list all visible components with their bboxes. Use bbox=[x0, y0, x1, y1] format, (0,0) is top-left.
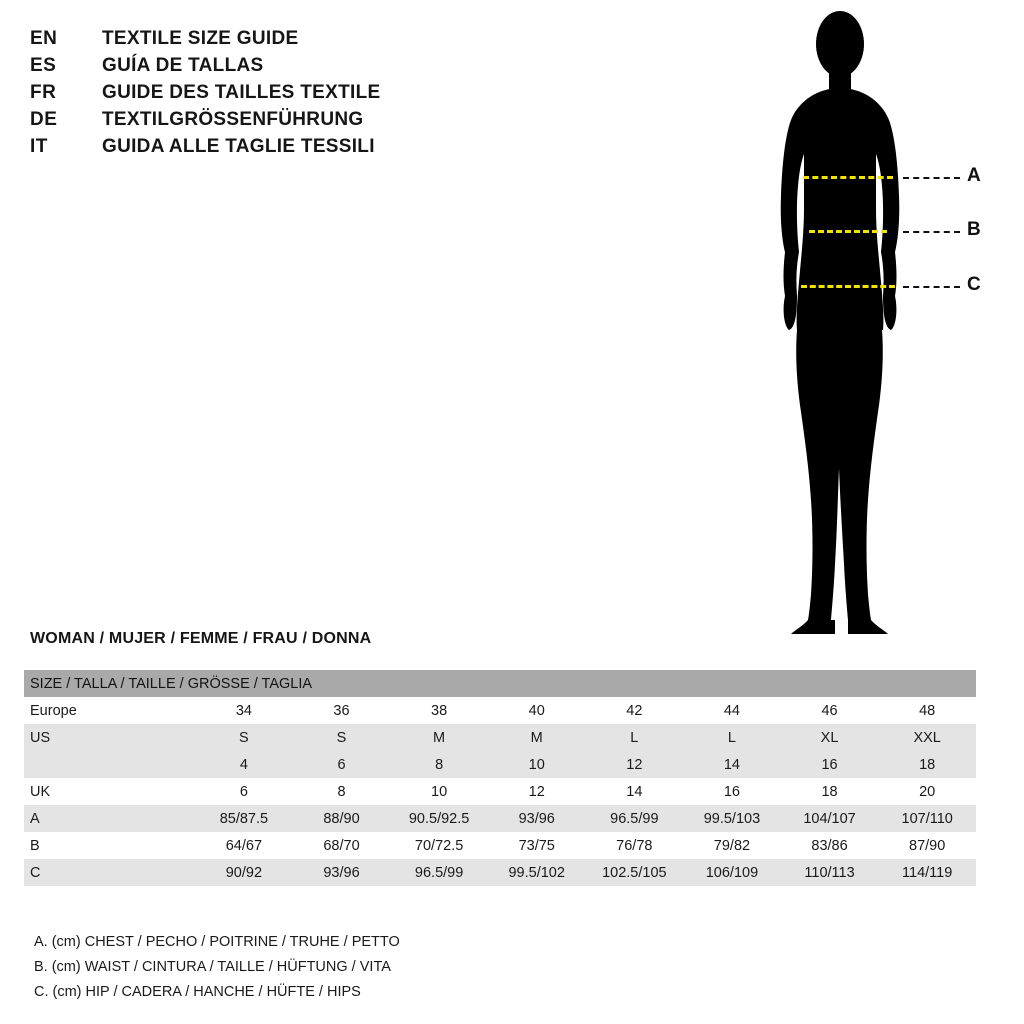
title-row-es bbox=[30, 55, 630, 82]
hip-leader-line bbox=[903, 286, 960, 288]
cell: 102.5/105 bbox=[602, 864, 667, 881]
title-text-fr: GUIDE DES TAILLES TEXTILE bbox=[102, 82, 381, 103]
table-header-row bbox=[24, 670, 976, 697]
cell: 73/75 bbox=[518, 837, 555, 854]
cell: 88/90 bbox=[323, 810, 360, 827]
cell: 18 bbox=[821, 783, 838, 800]
title-row-it bbox=[30, 136, 630, 163]
woman-silhouette-icon bbox=[735, 8, 1005, 638]
cell: 114/119 bbox=[902, 864, 953, 881]
cell: 110/113 bbox=[804, 864, 855, 881]
table-row bbox=[24, 724, 976, 751]
cell: 48 bbox=[919, 702, 936, 719]
table-header-label: SIZE / TALLA / TAILLE / GRÖSSE / TAGLIA bbox=[30, 675, 313, 692]
legend bbox=[34, 930, 734, 1005]
waist-measure-line bbox=[809, 230, 887, 233]
row-label-b: B bbox=[30, 837, 40, 854]
cell: 106/109 bbox=[705, 864, 759, 881]
cell: L bbox=[727, 729, 736, 746]
row-label-uk: UK bbox=[30, 783, 51, 800]
cell: 93/96 bbox=[323, 864, 360, 881]
cell: S bbox=[336, 729, 347, 746]
title-lang-de: DE bbox=[30, 109, 58, 130]
cell: 36 bbox=[333, 702, 350, 719]
cell: 16 bbox=[821, 756, 838, 773]
row-label-a: A bbox=[30, 810, 40, 827]
legend-line-b: B. (cm) WAIST / CINTURA / TAILLE / HÜFTUNG / VITA bbox=[34, 959, 391, 975]
cell: 85/87.5 bbox=[219, 810, 269, 827]
row-label-c: C bbox=[30, 864, 41, 881]
cell: 6 bbox=[337, 756, 346, 773]
title-text-it: GUIDA ALLE TAGLIE TESSILI bbox=[102, 136, 375, 157]
cell: 4 bbox=[239, 756, 248, 773]
cell: 107/110 bbox=[901, 810, 953, 827]
cell: 38 bbox=[431, 702, 448, 719]
measurement-figure bbox=[735, 8, 1005, 638]
cell: 83/86 bbox=[811, 837, 848, 854]
size-table-wrapper bbox=[24, 670, 976, 886]
title-row-en bbox=[30, 28, 630, 55]
section-heading-woman: WOMAN / MUJER / FEMME / FRAU / DONNA bbox=[30, 630, 372, 647]
cell: 20 bbox=[919, 783, 936, 800]
cell: 96.5/99 bbox=[610, 810, 659, 827]
title-text-es: GUÍA DE TALLAS bbox=[102, 55, 264, 76]
cell: 44 bbox=[723, 702, 740, 719]
cell: 93/96 bbox=[518, 810, 555, 827]
cell: 70/72.5 bbox=[414, 837, 464, 854]
cell: 10 bbox=[431, 783, 448, 800]
cell: 42 bbox=[626, 702, 643, 719]
title-row-de bbox=[30, 109, 630, 136]
cell: 76/78 bbox=[616, 837, 653, 854]
cell: XL bbox=[820, 729, 839, 746]
title-lang-fr: FR bbox=[30, 82, 57, 103]
cell: 96.5/99 bbox=[414, 864, 464, 881]
row-label-us: US bbox=[30, 729, 51, 746]
title-lang-en: EN bbox=[30, 28, 58, 49]
cell: 14 bbox=[626, 783, 643, 800]
title-text-de: TEXTILGRÖSSENFÜHRUNG bbox=[102, 109, 364, 130]
cell: 14 bbox=[723, 756, 740, 773]
legend-line-a: A. (cm) CHEST / PECHO / POITRINE / TRUHE / PETTO bbox=[34, 934, 400, 950]
cell: 12 bbox=[626, 756, 643, 773]
cell: 90.5/92.5 bbox=[408, 810, 470, 827]
cell: 6 bbox=[239, 783, 248, 800]
cell: 46 bbox=[821, 702, 838, 719]
row-label-europe: Europe bbox=[30, 702, 77, 719]
cell: 68/70 bbox=[323, 837, 360, 854]
table-row bbox=[24, 697, 976, 724]
cell: 99.5/102 bbox=[508, 864, 565, 881]
title-block bbox=[30, 28, 630, 163]
cell: 8 bbox=[435, 756, 444, 773]
chest-measure-line bbox=[803, 176, 893, 179]
cell: 10 bbox=[528, 756, 545, 773]
marker-label-b: B bbox=[967, 219, 981, 240]
cell: XXL bbox=[913, 729, 941, 746]
cell: 16 bbox=[723, 783, 740, 800]
table-row bbox=[24, 832, 976, 859]
cell: 90/92 bbox=[225, 864, 263, 881]
table-row bbox=[24, 778, 976, 805]
cell: 8 bbox=[337, 783, 346, 800]
title-row-fr bbox=[30, 82, 630, 109]
marker-label-a: A bbox=[967, 165, 981, 186]
table-row bbox=[24, 751, 976, 778]
row-label-us-numeric bbox=[24, 751, 195, 778]
title-lang-es: ES bbox=[30, 55, 57, 76]
cell: 104/107 bbox=[803, 810, 856, 827]
chest-leader-line bbox=[903, 177, 960, 179]
legend-line-c: C. (cm) HIP / CADERA / HANCHE / HÜFTE / HIPS bbox=[34, 984, 361, 1000]
cell: 87/90 bbox=[909, 837, 946, 854]
marker-label-c: C bbox=[967, 274, 981, 295]
hip-measure-line bbox=[801, 285, 895, 288]
cell: 12 bbox=[528, 783, 545, 800]
cell: 34 bbox=[235, 702, 252, 719]
title-text-en: TEXTILE SIZE GUIDE bbox=[102, 28, 299, 49]
table-row bbox=[24, 805, 976, 832]
cell: 99.5/103 bbox=[703, 810, 761, 827]
cell: 64/67 bbox=[225, 837, 263, 854]
waist-leader-line bbox=[903, 231, 960, 233]
cell: 79/82 bbox=[713, 837, 751, 854]
title-lang-it: IT bbox=[30, 136, 48, 157]
cell: 40 bbox=[528, 702, 545, 719]
cell: L bbox=[630, 729, 639, 746]
cell: M bbox=[530, 729, 543, 746]
cell: M bbox=[433, 729, 446, 746]
cell: S bbox=[239, 729, 249, 746]
table-row bbox=[24, 859, 976, 886]
cell: 18 bbox=[919, 756, 936, 773]
size-table bbox=[24, 670, 976, 886]
